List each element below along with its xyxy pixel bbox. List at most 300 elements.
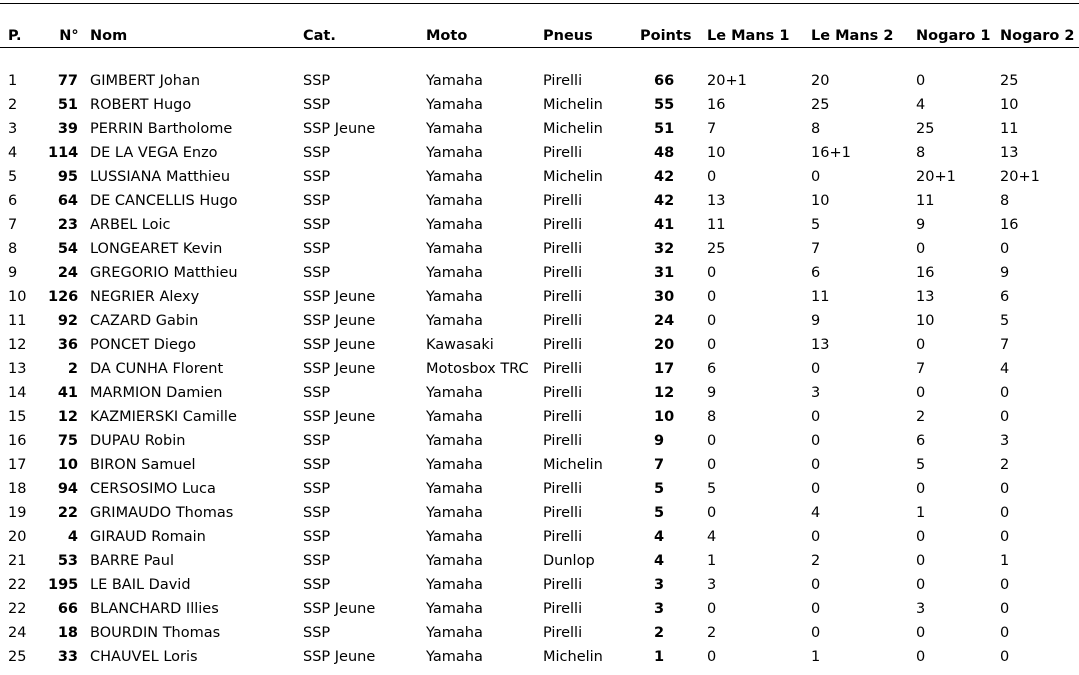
cell-le-mans-2: 0 bbox=[811, 409, 821, 425]
cell-moto: Yamaha bbox=[426, 649, 483, 665]
cell-pos: 10 bbox=[8, 289, 27, 305]
cell-moto: Yamaha bbox=[426, 385, 483, 401]
cell-le-mans-1: 11 bbox=[707, 217, 726, 233]
cell-num: 41 bbox=[57, 385, 78, 401]
cell-num: 23 bbox=[57, 217, 78, 233]
cell-moto: Yamaha bbox=[426, 169, 483, 185]
cell-points: 55 bbox=[654, 97, 675, 113]
cell-num: 94 bbox=[57, 481, 78, 497]
cell-nogaro-1: 11 bbox=[916, 193, 935, 209]
cell-name: BOURDIN Thomas bbox=[90, 625, 221, 641]
cell-nogaro-2: 20+1 bbox=[1000, 169, 1040, 185]
cell-pos: 18 bbox=[8, 481, 27, 497]
cell-num: 10 bbox=[57, 457, 78, 473]
cell-nogaro-2: 13 bbox=[1000, 145, 1019, 161]
cell-tyres: Pirelli bbox=[543, 505, 583, 521]
cell-nogaro-1: 7 bbox=[916, 361, 926, 377]
cell-nogaro-1: 0 bbox=[916, 529, 926, 545]
cell-nogaro-1: 16 bbox=[916, 265, 935, 281]
cell-nogaro-1: 0 bbox=[916, 553, 926, 569]
cell-le-mans-1: 0 bbox=[707, 169, 717, 185]
cell-points: 10 bbox=[654, 409, 675, 425]
cell-le-mans-1: 0 bbox=[707, 505, 717, 521]
cell-num: 33 bbox=[57, 649, 78, 665]
cell-nogaro-1: 0 bbox=[916, 649, 926, 665]
cell-pos: 17 bbox=[8, 457, 27, 473]
cell-name: KAZMIERSKI Camille bbox=[90, 409, 237, 425]
cell-moto: Yamaha bbox=[426, 409, 483, 425]
cell-le-mans-2: 16+1 bbox=[811, 145, 851, 161]
cell-nogaro-1: 0 bbox=[916, 241, 926, 257]
cell-points: 4 bbox=[654, 529, 665, 545]
cell-le-mans-2: 9 bbox=[811, 313, 821, 329]
cell-tyres: Michelin bbox=[543, 169, 603, 185]
cell-tyres: Pirelli bbox=[543, 481, 583, 497]
header-cat: Cat. bbox=[303, 28, 336, 44]
cell-nogaro-2: 0 bbox=[1000, 601, 1010, 617]
cell-num: 2 bbox=[67, 361, 78, 377]
cell-name: GIMBERT Johan bbox=[90, 73, 201, 89]
cell-pos: 11 bbox=[8, 313, 27, 329]
cell-cat: SSP bbox=[303, 97, 331, 113]
cell-points: 9 bbox=[654, 433, 665, 449]
cell-nogaro-1: 0 bbox=[916, 337, 926, 353]
cell-pos: 12 bbox=[8, 337, 27, 353]
cell-nogaro-1: 0 bbox=[916, 577, 926, 593]
cell-moto: Yamaha bbox=[426, 73, 483, 89]
cell-tyres: Michelin bbox=[543, 457, 603, 473]
cell-le-mans-2: 0 bbox=[811, 481, 821, 497]
cell-nogaro-2: 3 bbox=[1000, 433, 1010, 449]
cell-tyres: Pirelli bbox=[543, 289, 583, 305]
cell-name: CAZARD Gabin bbox=[90, 313, 199, 329]
header-row bbox=[0, 0, 1079, 48]
cell-nogaro-1: 13 bbox=[916, 289, 935, 305]
cell-nogaro-2: 0 bbox=[1000, 577, 1010, 593]
cell-points: 3 bbox=[654, 577, 665, 593]
cell-num: 51 bbox=[57, 97, 78, 113]
cell-nogaro-2: 0 bbox=[1000, 625, 1010, 641]
cell-pos: 22 bbox=[8, 601, 27, 617]
cell-cat: SSP bbox=[303, 193, 331, 209]
cell-le-mans-1: 20+1 bbox=[707, 73, 747, 89]
cell-cat: SSP bbox=[303, 505, 331, 521]
cell-moto: Yamaha bbox=[426, 289, 483, 305]
cell-nogaro-2: 8 bbox=[1000, 193, 1010, 209]
table-row bbox=[0, 165, 1079, 189]
cell-name: DUPAU Robin bbox=[90, 433, 186, 449]
cell-num: 22 bbox=[57, 505, 78, 521]
cell-le-mans-2: 6 bbox=[811, 265, 821, 281]
cell-points: 31 bbox=[654, 265, 675, 281]
cell-nogaro-1: 2 bbox=[916, 409, 926, 425]
cell-num: 4 bbox=[67, 529, 78, 545]
cell-tyres: Pirelli bbox=[543, 145, 583, 161]
cell-cat: SSP bbox=[303, 73, 331, 89]
cell-nogaro-2: 16 bbox=[1000, 217, 1019, 233]
cell-points: 32 bbox=[654, 241, 675, 257]
cell-num: 12 bbox=[57, 409, 78, 425]
header-le-mans-2: Le Mans 2 bbox=[811, 28, 894, 44]
cell-cat: SSP bbox=[303, 529, 331, 545]
table-row bbox=[0, 261, 1079, 285]
cell-num: 53 bbox=[57, 553, 78, 569]
cell-pos: 3 bbox=[8, 121, 18, 137]
cell-pos: 7 bbox=[8, 217, 18, 233]
cell-points: 24 bbox=[654, 313, 675, 329]
cell-le-mans-1: 10 bbox=[707, 145, 726, 161]
cell-points: 12 bbox=[654, 385, 675, 401]
table-row bbox=[0, 549, 1079, 573]
cell-points: 7 bbox=[654, 457, 665, 473]
cell-tyres: Pirelli bbox=[543, 433, 583, 449]
cell-num: 92 bbox=[57, 313, 78, 329]
cell-name: LE BAIL David bbox=[90, 577, 191, 593]
cell-moto: Yamaha bbox=[426, 313, 483, 329]
cell-cat: SSP bbox=[303, 385, 331, 401]
cell-le-mans-2: 0 bbox=[811, 433, 821, 449]
cell-le-mans-2: 25 bbox=[811, 97, 830, 113]
table-row bbox=[0, 93, 1079, 117]
cell-name: DE CANCELLIS Hugo bbox=[90, 193, 238, 209]
header-nogaro-1: Nogaro 1 bbox=[916, 28, 991, 44]
cell-pos: 1 bbox=[8, 73, 18, 89]
cell-le-mans-2: 20 bbox=[811, 73, 830, 89]
cell-le-mans-1: 8 bbox=[707, 409, 717, 425]
cell-le-mans-1: 1 bbox=[707, 553, 717, 569]
cell-name: CHAUVEL Loris bbox=[90, 649, 198, 665]
cell-name: ROBERT Hugo bbox=[90, 97, 192, 113]
cell-le-mans-1: 9 bbox=[707, 385, 717, 401]
cell-moto: Yamaha bbox=[426, 553, 483, 569]
table-row bbox=[0, 381, 1079, 405]
cell-moto: Yamaha bbox=[426, 241, 483, 257]
cell-pos: 14 bbox=[8, 385, 27, 401]
cell-moto: Yamaha bbox=[426, 505, 483, 521]
cell-points: 51 bbox=[654, 121, 675, 137]
cell-le-mans-1: 0 bbox=[707, 313, 717, 329]
cell-nogaro-2: 4 bbox=[1000, 361, 1010, 377]
spacer-row bbox=[0, 48, 1079, 69]
cell-tyres: Pirelli bbox=[543, 385, 583, 401]
cell-nogaro-2: 0 bbox=[1000, 505, 1010, 521]
cell-cat: SSP Jeune bbox=[303, 409, 376, 425]
cell-tyres: Pirelli bbox=[543, 529, 583, 545]
header-le-mans-1: Le Mans 1 bbox=[707, 28, 790, 44]
cell-points: 5 bbox=[654, 481, 665, 497]
cell-nogaro-2: 10 bbox=[1000, 97, 1019, 113]
cell-nogaro-2: 9 bbox=[1000, 265, 1010, 281]
cell-moto: Kawasaki bbox=[426, 337, 494, 353]
cell-name: PONCET Diego bbox=[90, 337, 196, 353]
cell-tyres: Pirelli bbox=[543, 241, 583, 257]
header-nogaro-2: Nogaro 2 bbox=[1000, 28, 1075, 44]
cell-name: LUSSIANA Matthieu bbox=[90, 169, 231, 185]
cell-name: DE LA VEGA Enzo bbox=[90, 145, 218, 161]
table-row bbox=[0, 477, 1079, 501]
cell-moto: Yamaha bbox=[426, 193, 483, 209]
table-row bbox=[0, 645, 1079, 669]
header-moto: Moto bbox=[426, 28, 468, 44]
cell-num: 36 bbox=[57, 337, 78, 353]
cell-cat: SSP bbox=[303, 145, 331, 161]
cell-nogaro-1: 3 bbox=[916, 601, 926, 617]
cell-nogaro-1: 9 bbox=[916, 217, 926, 233]
cell-cat: SSP bbox=[303, 577, 331, 593]
cell-cat: SSP bbox=[303, 457, 331, 473]
cell-tyres: Pirelli bbox=[543, 73, 583, 89]
cell-nogaro-1: 6 bbox=[916, 433, 926, 449]
cell-cat: SSP Jeune bbox=[303, 601, 376, 617]
cell-le-mans-2: 0 bbox=[811, 169, 821, 185]
cell-le-mans-2: 11 bbox=[811, 289, 830, 305]
cell-cat: SSP bbox=[303, 433, 331, 449]
cell-moto: Yamaha bbox=[426, 625, 483, 641]
cell-name: CERSOSIMO Luca bbox=[90, 481, 216, 497]
cell-le-mans-2: 7 bbox=[811, 241, 821, 257]
cell-pos: 8 bbox=[8, 241, 18, 257]
cell-nogaro-2: 0 bbox=[1000, 241, 1010, 257]
cell-moto: Yamaha bbox=[426, 265, 483, 281]
cell-name: NEGRIER Alexy bbox=[90, 289, 200, 305]
cell-tyres: Pirelli bbox=[543, 625, 583, 641]
cell-name: BIRON Samuel bbox=[90, 457, 196, 473]
cell-name: GRIMAUDO Thomas bbox=[90, 505, 234, 521]
cell-pos: 4 bbox=[8, 145, 18, 161]
cell-points: 20 bbox=[654, 337, 675, 353]
cell-points: 48 bbox=[654, 145, 675, 161]
cell-moto: Yamaha bbox=[426, 121, 483, 137]
cell-le-mans-1: 0 bbox=[707, 433, 717, 449]
cell-nogaro-1: 0 bbox=[916, 481, 926, 497]
cell-pos: 6 bbox=[8, 193, 18, 209]
cell-points: 41 bbox=[654, 217, 675, 233]
cell-tyres: Michelin bbox=[543, 649, 603, 665]
table-row bbox=[0, 429, 1079, 453]
cell-nogaro-1: 1 bbox=[916, 505, 926, 521]
cell-le-mans-2: 1 bbox=[811, 649, 821, 665]
cell-moto: Yamaha bbox=[426, 529, 483, 545]
cell-tyres: Michelin bbox=[543, 121, 603, 137]
cell-points: 1 bbox=[654, 649, 665, 665]
cell-cat: SSP bbox=[303, 217, 331, 233]
cell-nogaro-1: 4 bbox=[916, 97, 926, 113]
cell-le-mans-2: 0 bbox=[811, 601, 821, 617]
cell-pos: 24 bbox=[8, 625, 27, 641]
table-row bbox=[0, 453, 1079, 477]
cell-le-mans-1: 6 bbox=[707, 361, 717, 377]
cell-le-mans-1: 0 bbox=[707, 457, 717, 473]
header-tyres: Pneus bbox=[543, 28, 593, 44]
cell-nogaro-1: 10 bbox=[916, 313, 935, 329]
table-row bbox=[0, 141, 1079, 165]
cell-nogaro-2: 0 bbox=[1000, 529, 1010, 545]
cell-tyres: Dunlop bbox=[543, 553, 595, 569]
table-row bbox=[0, 621, 1079, 645]
cell-tyres: Pirelli bbox=[543, 313, 583, 329]
cell-cat: SSP bbox=[303, 169, 331, 185]
cell-nogaro-1: 5 bbox=[916, 457, 926, 473]
cell-num: 54 bbox=[57, 241, 78, 257]
cell-nogaro-2: 0 bbox=[1000, 649, 1010, 665]
cell-num: 75 bbox=[57, 433, 78, 449]
cell-nogaro-2: 25 bbox=[1000, 73, 1019, 89]
cell-num: 126 bbox=[48, 289, 79, 305]
cell-name: LONGEARET Kevin bbox=[90, 241, 223, 257]
cell-points: 17 bbox=[654, 361, 675, 377]
cell-cat: SSP Jeune bbox=[303, 649, 376, 665]
cell-cat: SSP bbox=[303, 265, 331, 281]
header-pos: P. bbox=[8, 28, 22, 44]
cell-pos: 15 bbox=[8, 409, 27, 425]
cell-moto: Yamaha bbox=[426, 601, 483, 617]
cell-le-mans-1: 2 bbox=[707, 625, 717, 641]
table-row bbox=[0, 573, 1079, 597]
cell-name: DA CUNHA Florent bbox=[90, 361, 224, 377]
cell-moto: Yamaha bbox=[426, 217, 483, 233]
cell-moto: Yamaha bbox=[426, 97, 483, 113]
cell-nogaro-2: 1 bbox=[1000, 553, 1010, 569]
cell-moto: Yamaha bbox=[426, 433, 483, 449]
table-row bbox=[0, 237, 1079, 261]
cell-num: 39 bbox=[57, 121, 78, 137]
cell-nogaro-2: 5 bbox=[1000, 313, 1010, 329]
table-row bbox=[0, 117, 1079, 141]
cell-num: 95 bbox=[57, 169, 78, 185]
cell-points: 42 bbox=[654, 193, 675, 209]
cell-pos: 20 bbox=[8, 529, 27, 545]
cell-le-mans-1: 0 bbox=[707, 601, 717, 617]
table-row bbox=[0, 309, 1079, 333]
cell-cat: SSP bbox=[303, 241, 331, 257]
cell-tyres: Pirelli bbox=[543, 409, 583, 425]
cell-le-mans-2: 10 bbox=[811, 193, 830, 209]
cell-points: 30 bbox=[654, 289, 675, 305]
cell-pos: 22 bbox=[8, 577, 27, 593]
standings-body bbox=[0, 48, 1079, 669]
cell-pos: 13 bbox=[8, 361, 27, 377]
cell-pos: 5 bbox=[8, 169, 18, 185]
cell-le-mans-2: 13 bbox=[811, 337, 830, 353]
cell-cat: SSP Jeune bbox=[303, 289, 376, 305]
cell-nogaro-2: 0 bbox=[1000, 385, 1010, 401]
cell-pos: 2 bbox=[8, 97, 18, 113]
cell-le-mans-2: 5 bbox=[811, 217, 821, 233]
header-points: Points bbox=[640, 28, 692, 44]
cell-le-mans-1: 0 bbox=[707, 265, 717, 281]
cell-name: GIRAUD Romain bbox=[90, 529, 206, 545]
cell-le-mans-2: 0 bbox=[811, 529, 821, 545]
cell-name: PERRIN Bartholome bbox=[90, 121, 233, 137]
cell-le-mans-2: 0 bbox=[811, 625, 821, 641]
cell-nogaro-2: 0 bbox=[1000, 409, 1010, 425]
table-row bbox=[0, 69, 1079, 93]
cell-name: BLANCHARD Illies bbox=[90, 601, 219, 617]
table-row bbox=[0, 525, 1079, 549]
cell-nogaro-1: 0 bbox=[916, 385, 926, 401]
cell-num: 64 bbox=[57, 193, 78, 209]
cell-le-mans-1: 0 bbox=[707, 289, 717, 305]
cell-nogaro-2: 0 bbox=[1000, 481, 1010, 497]
table-row bbox=[0, 501, 1079, 525]
cell-le-mans-2: 4 bbox=[811, 505, 821, 521]
cell-name: GREGORIO Matthieu bbox=[90, 265, 238, 281]
cell-le-mans-1: 4 bbox=[707, 529, 717, 545]
cell-le-mans-2: 0 bbox=[811, 577, 821, 593]
cell-le-mans-2: 2 bbox=[811, 553, 821, 569]
cell-pos: 16 bbox=[8, 433, 27, 449]
cell-le-mans-1: 5 bbox=[707, 481, 717, 497]
cell-tyres: Pirelli bbox=[543, 217, 583, 233]
header-name: Nom bbox=[90, 28, 128, 44]
cell-points: 3 bbox=[654, 601, 665, 617]
cell-nogaro-1: 20+1 bbox=[916, 169, 956, 185]
cell-moto: Yamaha bbox=[426, 145, 483, 161]
cell-nogaro-1: 0 bbox=[916, 625, 926, 641]
cell-points: 2 bbox=[654, 625, 665, 641]
cell-cat: SSP Jeune bbox=[303, 313, 376, 329]
cell-pos: 25 bbox=[8, 649, 27, 665]
cell-le-mans-1: 0 bbox=[707, 337, 717, 353]
cell-nogaro-2: 6 bbox=[1000, 289, 1010, 305]
table-row bbox=[0, 189, 1079, 213]
cell-name: MARMION Damien bbox=[90, 385, 223, 401]
cell-num: 24 bbox=[57, 265, 78, 281]
cell-moto: Yamaha bbox=[426, 577, 483, 593]
table-row bbox=[0, 405, 1079, 429]
cell-nogaro-1: 8 bbox=[916, 145, 926, 161]
cell-tyres: Pirelli bbox=[543, 193, 583, 209]
cell-le-mans-1: 0 bbox=[707, 649, 717, 665]
cell-cat: SSP Jeune bbox=[303, 361, 376, 377]
cell-name: BARRE Paul bbox=[90, 553, 174, 569]
cell-pos: 19 bbox=[8, 505, 27, 521]
header-num: N° bbox=[59, 28, 79, 44]
cell-tyres: Pirelli bbox=[543, 601, 583, 617]
cell-tyres: Pirelli bbox=[543, 265, 583, 281]
cell-nogaro-2: 2 bbox=[1000, 457, 1010, 473]
cell-num: 18 bbox=[57, 625, 78, 641]
cell-points: 66 bbox=[654, 73, 675, 89]
cell-cat: SSP bbox=[303, 481, 331, 497]
cell-tyres: Michelin bbox=[543, 97, 603, 113]
cell-nogaro-2: 7 bbox=[1000, 337, 1010, 353]
table-row bbox=[0, 213, 1079, 237]
cell-points: 4 bbox=[654, 553, 665, 569]
cell-cat: SSP bbox=[303, 625, 331, 641]
cell-num: 195 bbox=[48, 577, 79, 593]
cell-moto: Motosbox TRC bbox=[426, 361, 529, 377]
table-row bbox=[0, 357, 1079, 381]
cell-tyres: Pirelli bbox=[543, 337, 583, 353]
header-rule bbox=[0, 47, 1079, 48]
cell-cat: SSP Jeune bbox=[303, 121, 376, 137]
cell-le-mans-1: 7 bbox=[707, 121, 717, 137]
cell-num: 66 bbox=[57, 601, 78, 617]
cell-nogaro-2: 11 bbox=[1000, 121, 1019, 137]
table-row bbox=[0, 597, 1079, 621]
cell-tyres: Pirelli bbox=[543, 577, 583, 593]
cell-le-mans-2: 0 bbox=[811, 457, 821, 473]
cell-pos: 21 bbox=[8, 553, 27, 569]
cell-pos: 9 bbox=[8, 265, 18, 281]
cell-le-mans-1: 25 bbox=[707, 241, 726, 257]
cell-points: 42 bbox=[654, 169, 675, 185]
cell-num: 114 bbox=[48, 145, 79, 161]
cell-le-mans-1: 13 bbox=[707, 193, 726, 209]
cell-le-mans-1: 16 bbox=[707, 97, 726, 113]
cell-tyres: Pirelli bbox=[543, 361, 583, 377]
